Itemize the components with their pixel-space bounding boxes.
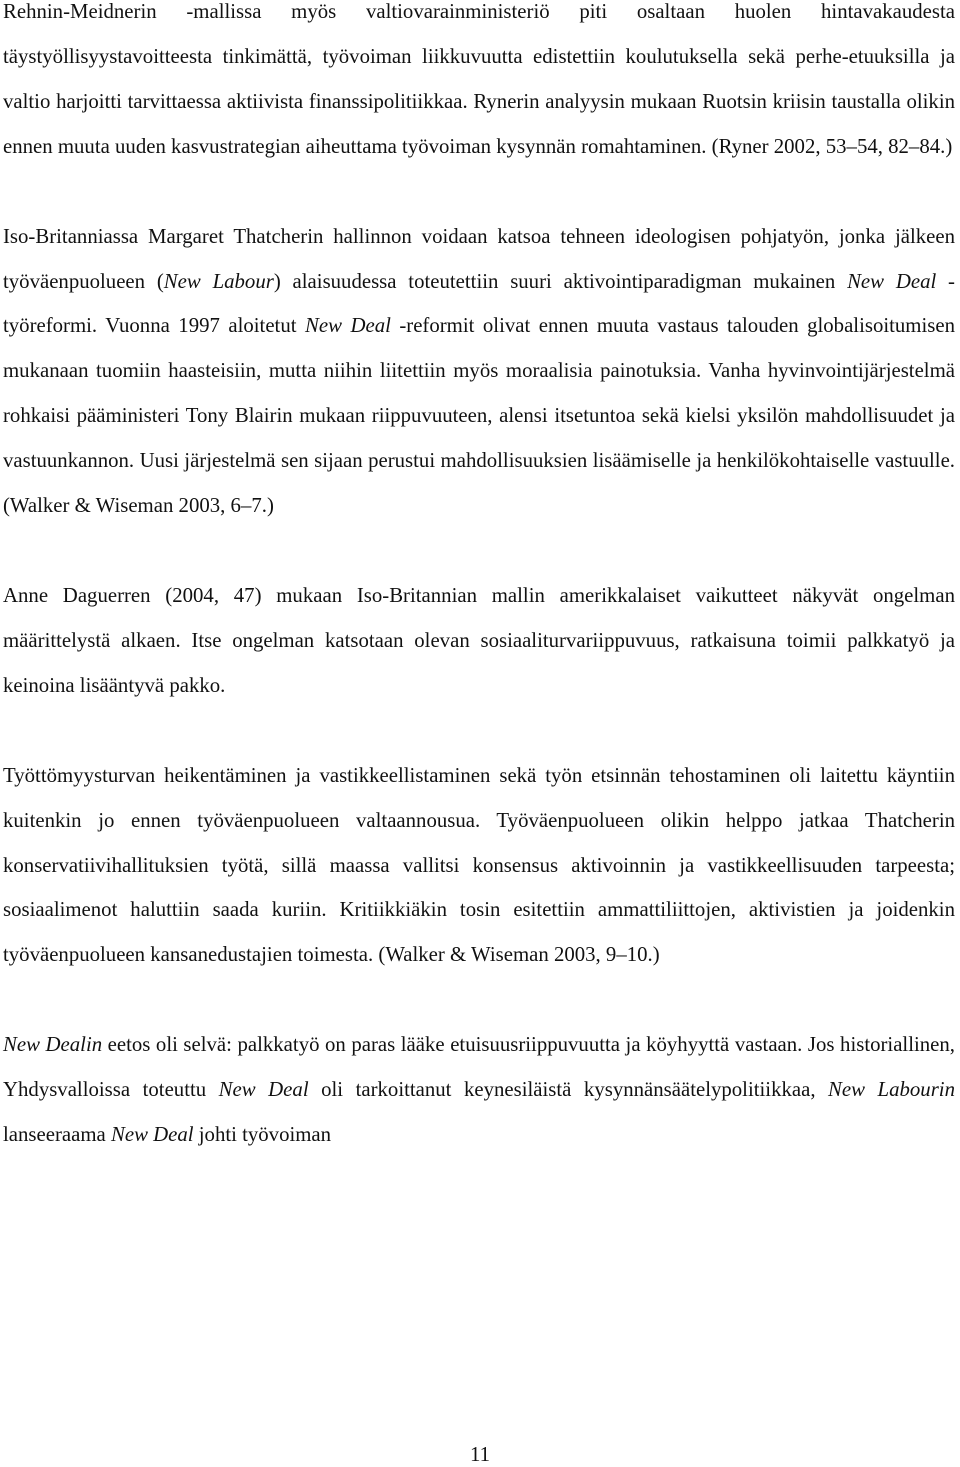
paragraph-2-text-4: -reformit olivat ennen muuta vastaus talouden globalisoitumisen mukanaan tuomiin haasteisiin, mutta niihin liitettiin myös moraalisia painotuksia. Vanha hyvinvointijärjestelmä rohkaisi pääministeri Tony Blairin mukaan riippuvuuteen, alensi itsetuntoa sekä kielsi yksilön mahdollisuudet ja vastuunkannon. Uusi järjestelmä sen sijaan perustui mahdollisuuksien lisäämiselle ja henkilökohtaiselle vastuulle. (Walker & Wiseman 2003, 6–7.) [3, 314, 955, 518]
paragraph-5-text-3: lanseeraama [3, 1123, 111, 1147]
paragraph-5-text-4: johti työvoiman [193, 1123, 332, 1147]
paragraph-5-italic-new-deal-1: New Deal [218, 1078, 309, 1102]
paragraph-5-italic-new-deal-2: New Deal [110, 1123, 194, 1147]
paragraph-2-text-3: -työreformi. Vuonna 1997 aloitetut [3, 269, 955, 338]
document-page [3, 0, 955, 1158]
paragraph-3-text: Anne Daguerren (2004, 47) mukaan Iso-Britannian mallin amerikkalaiset vaikutteet näkyvät ongelman määrittelystä alkaen. Itse ongelman katsotaan olevan sosiaaliturvariippuvuus, ratkaisuna toimii palkkatyö ja keinoina lisääntyvä pakko. [3, 583, 955, 697]
paragraph-1 [3, 0, 955, 170]
page-number: 11 [469, 1443, 491, 1466]
paragraph-5-text-2: oli tarkoittanut keynesiläistä kysynnänsäätelypolitiikkaa, [308, 1078, 829, 1102]
paragraph-5-text-1: eetos oli selvä: palkkatyö on paras lääke etuisuusriippuvuutta ja köyhyyttä vastaan. Jos historiallinen, Yhdysvalloissa toteuttu [3, 1033, 955, 1102]
paragraph-5 [3, 1023, 955, 1158]
paragraph-1-text: Rehnin-Meidnerin -mallissa myös valtiovarainministeriö piti osaltaan huolen hintavakaudesta täystyöllisyystavoitteesta tinkimättä, työvoiman liikkuvuutta edistettiin koulutuksella sekä perhe-etuuksilla ja valtio harjoitti tarvittaessa aktiivista finanssipolitiikkaa. Rynerin analyysin mukaan Ruotsin kriisin taustalla olikin ennen muuta uuden kasvustrategian aiheuttama työvoiman kysynnän romahtaminen. (Ryner 2002, 53–54, 82–84.) [3, 0, 955, 158]
paragraph-4 [3, 754, 955, 979]
paragraph-5-italic-new-labourin: New Labourin [828, 1078, 955, 1102]
paragraph-3 [3, 574, 955, 709]
paragraph-2-text-2: ) alaisuudessa toteutettiin suuri aktivointiparadigman mukainen [273, 269, 848, 293]
paragraph-2-italic-new-deal-1: New Deal [847, 269, 937, 293]
paragraph-2 [3, 215, 955, 529]
paragraph-4-text: Työttömyysturvan heikentäminen ja vastikkeellistaminen sekä työn etsinnän tehostaminen oli laitettu käyntiin kuitenkin jo ennen työväenpuolueen valtaannousua. Työväenpuolueen olikin helppo jatkaa Thatcherin konservatiivihallituksien työtä, sillä maassa vallitsi konsensus aktivoinnin ja vastikkeellisuuden tarpeesta; sosiaalimenot haluttiin saada kuriin. Kritiikkiäkin tosin esitettiin ammattiliittojen, aktivistien ja joidenkin työväenpuolueen kansanedustajien toimesta. (Walker & Wiseman 2003, 9–10.) [3, 763, 955, 967]
paragraph-5-italic-new-dealin: New Dealin [3, 1033, 103, 1057]
paragraph-2-italic-new-labour: New Labour [163, 269, 274, 293]
paragraph-2-italic-new-deal-2: New Deal [305, 314, 391, 338]
paragraph-2-text-1: Iso-Britanniassa Margaret Thatcherin hallinnon voidaan katsoa tehneen ideologisen pohjatyön, jonka jälkeen työväenpuolueen ( [3, 224, 955, 293]
